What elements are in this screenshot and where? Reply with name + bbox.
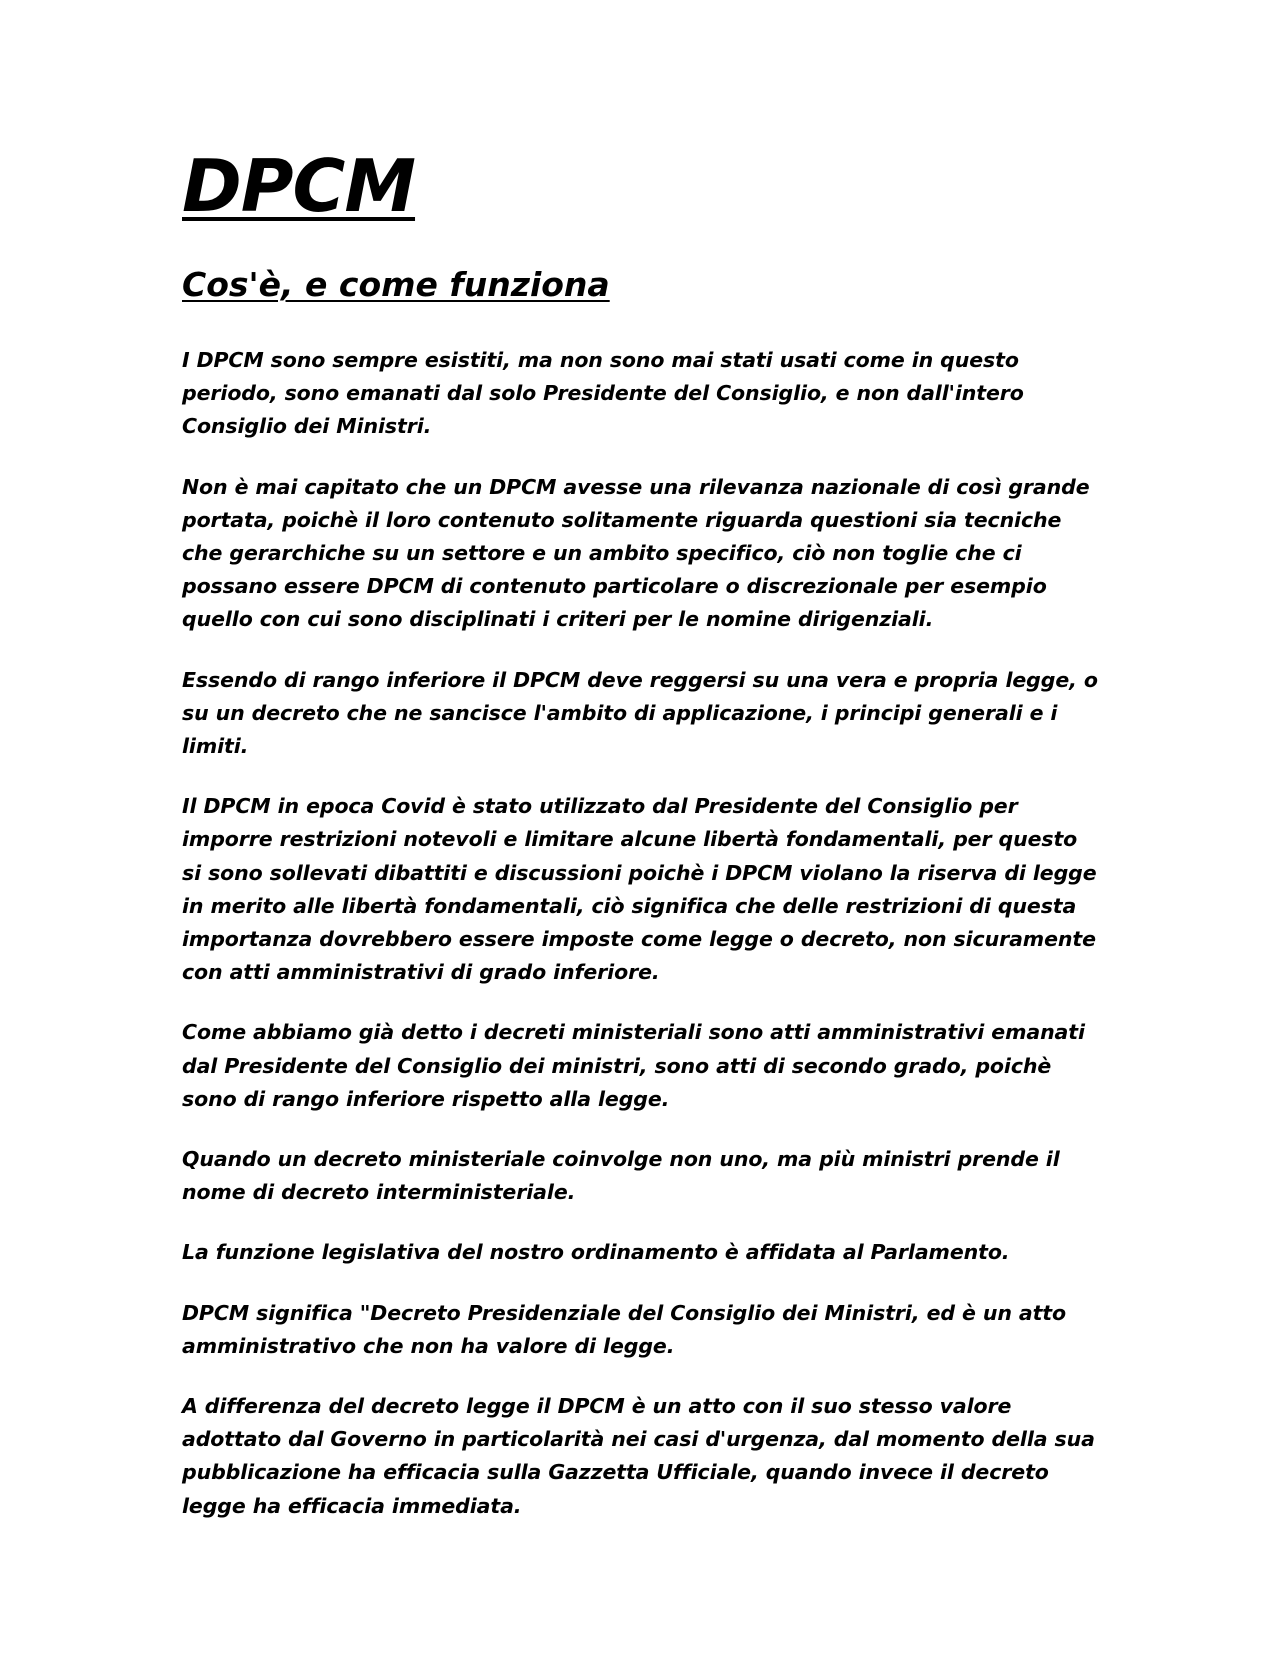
paragraph: Essendo di rango inferiore il DPCM deve reggersi su una vera e propria legge, o su un decreto che ne sancisce l'ambito di applicazione, i principi generali e i limiti. <box>182 667 1098 758</box>
paragraph: Quando un decreto ministeriale coinvolge non uno, ma più ministri prende il nome di decreto interministeriale. <box>182 1147 1060 1205</box>
page-title: DPCM <box>182 144 416 228</box>
paragraph: I DPCM sono sempre esistiti, ma non sono mai stati usati come in questo periodo, sono emanati dal solo Presidente del Consiglio, e non dall'intero Consiglio dei Ministri. <box>182 347 1024 439</box>
paragraph: DPCM significa "Decreto Presidenziale del Consiglio dei Ministri, ed è un atto amministrativo che non ha valore di legge. <box>182 1300 1066 1358</box>
paragraph: Il DPCM in epoca Covid è stato utilizzato dal Presidente del Consiglio per imporre restrizioni notevoli e limitare alcune libertà fondamentali, per questo si sono sollevati dibattiti e discussioni poichè i DPCM violano la riserva di legge in merito alle libertà fondamentali, ciò significa che delle restrizioni di questa importanza dovrebbero essere imposte come legge o decreto, non sicuramente con atti amministrativi di grado inferiore. <box>182 794 1097 985</box>
document-subtitle: Cos'è, e come funziona <box>182 265 610 304</box>
paragraph: Non è mai capitato che un DPCM avesse una rilevanza nazionale di così grande portata, poichè il loro contenuto solitamente riguarda questioni sia tecniche che gerarchiche su un settore e un ambito specifico, ciò non toglie che ci possano essere DPCM di contenuto particolare o discrezionale per esempio quello con cui sono disciplinati i criteri per le nomine dirigenziali. <box>182 474 1090 632</box>
paragraph: La funzione legislativa del nostro ordinamento è affidata al Parlamento. <box>182 1240 1010 1265</box>
paragraph: Come abbiamo già detto i decreti ministeriali sono atti amministrativi emanati dal Presidente del Consiglio dei ministri, sono atti di secondo grado, poichè sono di rango inferiore rispetto alla legge. <box>182 1020 1085 1111</box>
paragraph: A differenza del decreto legge il DPCM è un atto con il suo stesso valore adottato dal Governo in particolarità nei casi d'urgenza, dal momento della sua pubblicazione ha efficacia sulla Gazzetta Ufficiale, quando invece il decreto legge ha efficacia immediata. <box>182 1394 1095 1518</box>
